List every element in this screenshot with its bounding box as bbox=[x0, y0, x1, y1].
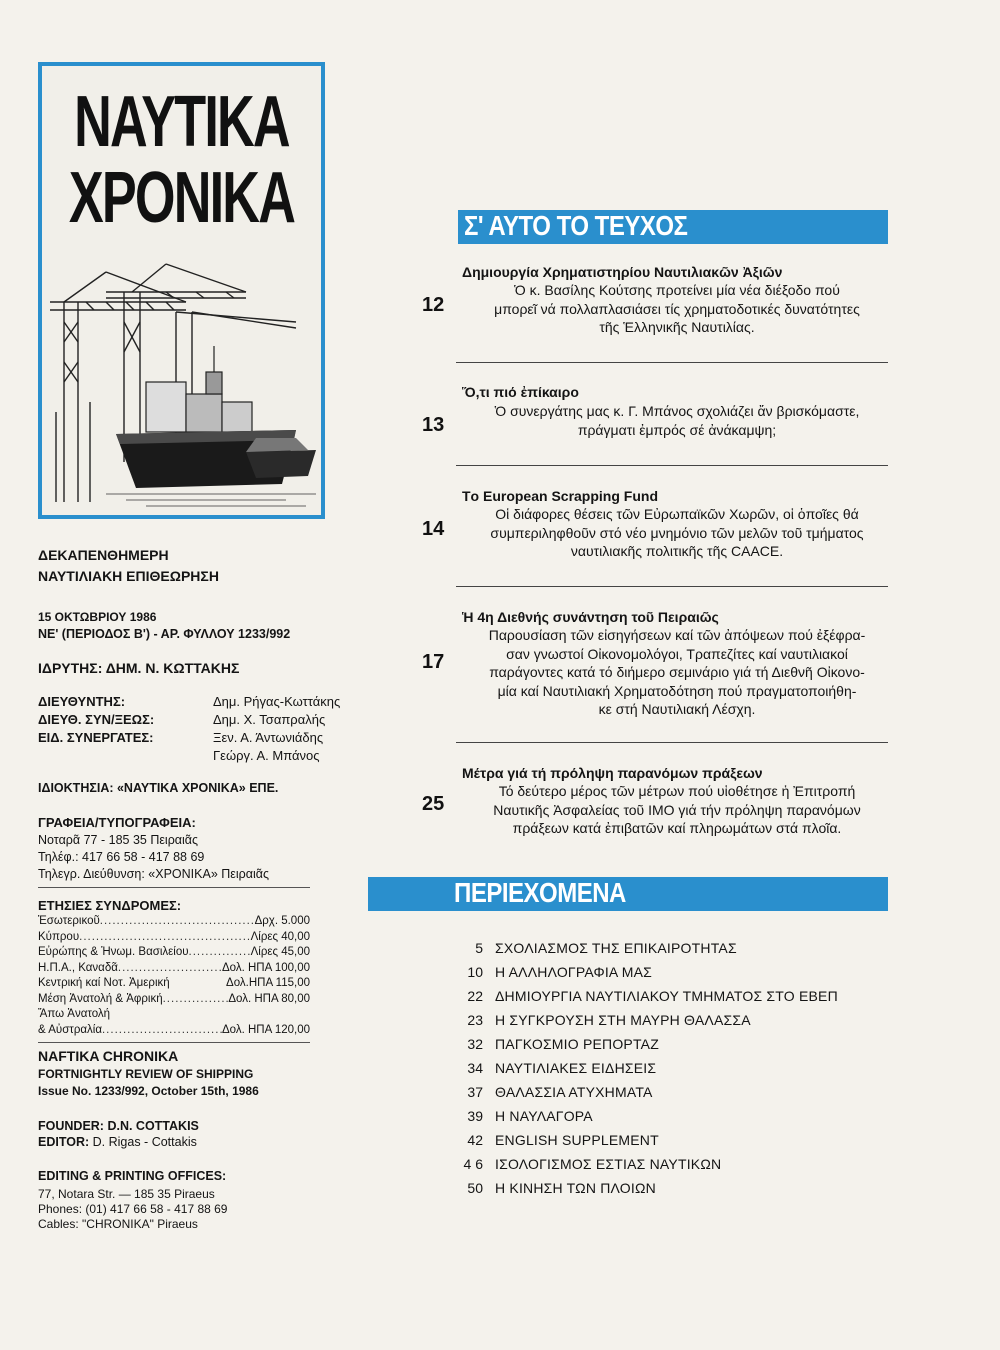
article-title: Τo European Scrapping Fund bbox=[462, 488, 658, 504]
subscription-region: Ἐσωτερικοῦ bbox=[38, 915, 100, 927]
staff-row bbox=[38, 712, 340, 730]
staff-value: Ξεν. Α. Άντωνιάδης bbox=[213, 730, 324, 745]
english-editor bbox=[38, 1134, 197, 1150]
contents-item[interactable] bbox=[455, 1176, 895, 1200]
founder-label: FOUNDER: bbox=[38, 1119, 104, 1133]
divider bbox=[456, 586, 888, 587]
masthead-subtitle-line1: ΔΕΚΑΠΕΝΘΗΜΕΡΗ bbox=[38, 547, 169, 563]
summary-line: μπορεῖ νά πολλαπλασιάσει τίς χρηματοδοτικές δυνατότητες bbox=[494, 300, 860, 317]
summary-line: Ὁ κ. Βασίλης Κούτσης προτείνει μία νέα διέξοδο πού bbox=[514, 282, 840, 298]
contents-item[interactable] bbox=[455, 1128, 895, 1152]
subscription-region: Ἄπω Ἀνατολή bbox=[38, 1008, 111, 1020]
divider bbox=[456, 465, 888, 466]
ownership-line: ΙΔΙΟΚΤΗΣΙΑ: «ΝΑΥΤΙΚΑ ΧΡΟΝΙΚΑ» ΕΠΕ. bbox=[38, 781, 279, 795]
contents-label: ΝΑΥΤΙΛΙΑΚΕΣ ΕΙΔΗΣΕΙΣ bbox=[495, 1060, 657, 1076]
divider bbox=[38, 887, 310, 888]
contents-banner bbox=[368, 877, 888, 911]
founder-line: ΙΔΡΥΤΗΣ: ΔΗΜ. Ν. ΚΩΤΤΑΚΗΣ bbox=[38, 660, 240, 676]
summary-line: ναυτιλιακῆς πολιτικῆς τῆς CAACE. bbox=[570, 543, 784, 559]
staff-label bbox=[38, 748, 213, 766]
subscription-price: Δολ.ΗΠΑ 115,00 bbox=[226, 977, 310, 989]
article-page-number: 13 bbox=[422, 414, 445, 436]
summary-line: μία καί Ναυτιλιακή Χρηματοδότηση πού πραγματοποιήθη- bbox=[497, 682, 857, 699]
contents-item[interactable] bbox=[455, 1152, 895, 1176]
offices-heading: ΓΡΑΦΕΙΑ/ΤΥΠΟΓΡΑΦΕΙΑ: bbox=[38, 815, 196, 830]
contents-page: 42 bbox=[467, 1132, 483, 1148]
contents-label: Η ΣΥΓΚΡΟΥΣΗ ΣΤΗ ΜΑΥΡΗ ΘΑΛΑΣΣΑ bbox=[495, 1012, 751, 1028]
staff-label: ΕΙΔ. ΣΥΝΕΡΓΑΤΕΣ: bbox=[38, 730, 154, 745]
staff-value: Γεώργ. Α. Μπάνος bbox=[213, 748, 320, 763]
contents-page: 32 bbox=[467, 1036, 483, 1052]
contents-item[interactable] bbox=[455, 984, 895, 1008]
article-page-number: 14 bbox=[422, 518, 445, 540]
summary-line: συμπεριληφθοῦν στό νέο μνημόνιο τῶν μελῶν τοῦ τμήματος bbox=[490, 524, 864, 541]
summary-line: πράξεων κατά ἐπιβατῶν καί πληρωμάτων στά πλοῖα. bbox=[512, 820, 842, 836]
contents-label: ΣΧΟΛΙΑΣΜΟΣ ΤΗΣ ΕΠΙΚΑΙΡΟΤΗΤΑΣ bbox=[495, 940, 737, 956]
editor-label: EDITOR: bbox=[38, 1135, 90, 1149]
cover-title-line2: ΧΡΟΝΙΚΑ bbox=[68, 157, 295, 239]
subscription-region: Μέση Ἀνατολή & Ἀφρική bbox=[38, 992, 163, 1005]
contents-heading: ΠΕΡΙΕΧΟΜΕΝΑ bbox=[454, 877, 626, 909]
divider bbox=[456, 362, 888, 363]
offices-cable: Τηλεγρ. Διεύθυνση: «ΧΡΟΝΙΚΑ» Πειραιᾶς bbox=[38, 867, 269, 881]
contents-item[interactable] bbox=[455, 1008, 895, 1032]
subscription-row bbox=[38, 930, 310, 946]
subscription-row bbox=[38, 961, 310, 977]
ship-and-cranes-illustration bbox=[46, 262, 318, 512]
staff-list bbox=[38, 694, 340, 766]
staff-value: Δημ. Χ. Τσαπραλής bbox=[213, 712, 326, 727]
contents-item[interactable] bbox=[455, 1104, 895, 1128]
contents-label: ΠΑΓΚΟΣΜΙΟ ΡΕΠΟΡΤΑΖ bbox=[495, 1036, 659, 1052]
summary-line: σαν γνωστοί Οἰκονομολόγοι, Τραπεζίτες καί ναυτιλιακοί bbox=[506, 645, 848, 662]
summary-line: Ναυτικῆς Ἀσφαλείας τοῦ ΙΜΟ γιά τήν πρόληψη παρανόμων bbox=[493, 801, 861, 818]
subscription-region: Η.Π.Α., Καναδᾶ bbox=[38, 961, 118, 974]
contents-item[interactable] bbox=[455, 1080, 895, 1104]
english-subtitle: FORTNIGHTLY REVIEW OF SHIPPING bbox=[38, 1067, 254, 1081]
subscription-price: Δολ. ΗΠΑ 100,00 bbox=[221, 961, 310, 974]
contents-item[interactable] bbox=[455, 936, 895, 960]
subscription-row bbox=[38, 914, 310, 930]
contents-page: 22 bbox=[467, 988, 483, 1004]
subscription-region: Κεντρική καί Νοτ. Ἀμερική bbox=[38, 977, 170, 989]
contents-item[interactable] bbox=[455, 1032, 895, 1056]
summary-line: Οἱ διάφορες θέσεις τῶν Εὐρωπαϊκῶν Χωρῶν, οἱ ὁποῖες θά bbox=[495, 506, 859, 522]
english-cables: Cables: "CHRONIKA" Piraeus bbox=[38, 1217, 198, 1231]
issue-number: ΝΕ' (ΠΕΡΙΟΔΟΣ Β') - ΑΡ. ΦΥΛΛΟΥ 1233/992 bbox=[38, 627, 291, 641]
summary-line: τῆς Ἑλληνικῆς Ναυτιλίας. bbox=[599, 319, 755, 335]
contents-page: 39 bbox=[467, 1108, 483, 1124]
english-issue: Issue No. 1233/992, October 15th, 1986 bbox=[38, 1084, 259, 1098]
contents-label: ΙΣΟΛΟΓΙΣΜΟΣ ΕΣΤΙΑΣ ΝΑΥΤΙΚΩΝ bbox=[495, 1156, 722, 1172]
in-this-issue-banner bbox=[458, 210, 888, 244]
contents-page: 34 bbox=[467, 1060, 483, 1076]
english-title: NAFTIKA CHRONIKA bbox=[38, 1048, 179, 1064]
article-title: Μέτρα γιά τή πρόληψη παρανόμων πράξεων bbox=[462, 765, 763, 781]
summary-line: κε στή Ναυτιλιακή Λέσχη. bbox=[598, 701, 756, 717]
contents-label: ΔΗΜΙΟΥΡΓΙΑ ΝΑΥΤΙΛΙΑΚΟΥ ΤΜΗΜΑΤΟΣ ΣΤΟ ΕΒΕΠ bbox=[495, 988, 838, 1004]
staff-label: ΔΙΕΥΘΥΝΤΗΣ: bbox=[38, 694, 126, 709]
article-title: Ὅ,τι πιό ἐπίκαιρο bbox=[462, 384, 579, 400]
summary-line: παράγοντες κατά τό διήμερο σεμινάριο γιά τή Διεθνῆ Οἰκονο- bbox=[489, 664, 865, 680]
contents-label: ΘΑΛΑΣΣΙΑ ΑΤΥΧΗΜΑΤΑ bbox=[495, 1084, 653, 1100]
article-summary bbox=[462, 626, 892, 719]
staff-value: Δημ. Ρήγας-Κωττάκης bbox=[213, 694, 341, 709]
article-page-number: 25 bbox=[422, 793, 445, 815]
summary-line: Τό δεύτερο μέρος τῶν μέτρων πού υἱοθέτησε ἡ Ἐπιτροπή bbox=[498, 783, 856, 799]
contents-label: ENGLISH SUPPLEMENT bbox=[495, 1132, 659, 1148]
staff-row bbox=[38, 730, 340, 748]
english-address: 77, Notara Str. — 185 35 Piraeus bbox=[38, 1187, 215, 1201]
cover-title-line1: ΝΑΥΤΙΚΑ bbox=[74, 81, 289, 163]
divider bbox=[38, 1042, 310, 1043]
editor-name: D. Rigas - Cottakis bbox=[92, 1135, 197, 1149]
contents-page: 4 6 bbox=[463, 1156, 483, 1172]
article-title: Δημιουργία Χρηματιστηρίου Ναυτιλιακῶν Ἀξιῶν bbox=[462, 264, 783, 280]
subscription-row bbox=[38, 1023, 310, 1039]
in-this-issue-heading: Σ' ΑΥΤΟ ΤΟ ΤΕΥΧΟΣ bbox=[464, 210, 688, 242]
article-title: Ἡ 4η Διεθνής συνάντηση τοῦ Πειραιῶς bbox=[462, 609, 719, 625]
contents-page: 23 bbox=[467, 1012, 483, 1028]
summary-line: Ὁ συνεργάτης μας κ. Γ. Μπάνος σχολιάζει ἄν βρισκόμαστε, bbox=[494, 403, 860, 419]
subscription-row bbox=[38, 976, 310, 992]
summary-line: Παρουσίαση τῶν εἰσηγήσεων καί τῶν ἀπόψεων πού ἐξέφρα- bbox=[488, 627, 866, 643]
contents-list bbox=[455, 936, 895, 1200]
subscription-row bbox=[38, 1007, 310, 1023]
offices-phone: Τηλέφ.: 417 66 58 - 417 88 69 bbox=[38, 850, 205, 864]
subscriptions-heading: ΕΤΗΣΙΕΣ ΣΥΝΔΡΟΜΕΣ: bbox=[38, 898, 182, 913]
subscription-region: Κύπρου bbox=[38, 930, 80, 943]
subscription-region: Εὐρώπης & Ἡνωμ. Βασιλείου bbox=[38, 946, 189, 958]
founder-name: D.N. COTTAKIS bbox=[107, 1119, 199, 1133]
masthead-subtitle-line2: ΝΑΥΤΙΛΙΑΚΗ ΕΠΙΘΕΩΡΗΣΗ bbox=[38, 568, 219, 584]
english-founder bbox=[38, 1118, 199, 1134]
summary-line: πράγματι ἐμπρός σέ ἀνάκαμψη; bbox=[577, 421, 777, 438]
subscription-price: Δολ. ΗΠΑ 80,00 bbox=[228, 992, 310, 1005]
contents-page: 10 bbox=[467, 964, 483, 980]
staff-row bbox=[38, 748, 340, 766]
offices-address: Νοταρᾶ 77 - 185 35 Πειραιᾶς bbox=[38, 833, 199, 847]
article-page-number: 12 bbox=[422, 294, 445, 316]
english-offices-heading: EDITING & PRINTING OFFICES: bbox=[38, 1169, 227, 1183]
contents-label: Η ΚΙΝΗΣΗ ΤΩΝ ΠΛΟΙΩΝ bbox=[495, 1180, 656, 1196]
subscription-price: Δρχ. 5.000 bbox=[254, 915, 310, 927]
divider bbox=[456, 742, 888, 743]
subscription-price: Λίρες 45,00 bbox=[250, 946, 310, 958]
staff-label: ΔΙΕΥΘ. ΣΥΝ/ΞΕΩΣ: bbox=[38, 712, 155, 727]
contents-page: 37 bbox=[467, 1084, 483, 1100]
subscription-price: Λίρες 40,00 bbox=[250, 930, 310, 943]
contents-label: Η ΝΑΥΛΑΓΟΡΑ bbox=[495, 1108, 593, 1124]
article-summary bbox=[462, 281, 892, 337]
subscription-price: Δολ. ΗΠΑ 120,00 bbox=[221, 1023, 310, 1036]
subscriptions-list bbox=[38, 914, 310, 1038]
issue-date: 15 ΟΚΤΩΒΡΙΟΥ 1986 bbox=[38, 610, 157, 624]
subscription-row bbox=[38, 992, 310, 1008]
contents-item[interactable] bbox=[455, 960, 895, 984]
article-summary bbox=[462, 782, 892, 838]
contents-label: Η ΑΛΛΗΛΟΓΡΑΦΙΑ ΜΑΣ bbox=[495, 964, 653, 980]
subscription-region: & Αὐστραλία bbox=[38, 1023, 102, 1036]
staff-row bbox=[38, 694, 340, 712]
contents-page: 50 bbox=[467, 1180, 483, 1196]
subscription-row bbox=[38, 945, 310, 961]
magazine-cover bbox=[38, 62, 325, 519]
english-phones: Phones: (01) 417 66 58 - 417 88 69 bbox=[38, 1202, 228, 1216]
contents-page: 5 bbox=[475, 940, 483, 956]
contents-item[interactable] bbox=[455, 1056, 895, 1080]
article-summary bbox=[462, 402, 892, 439]
article-page-number: 17 bbox=[422, 651, 445, 673]
article-summary bbox=[462, 505, 892, 561]
